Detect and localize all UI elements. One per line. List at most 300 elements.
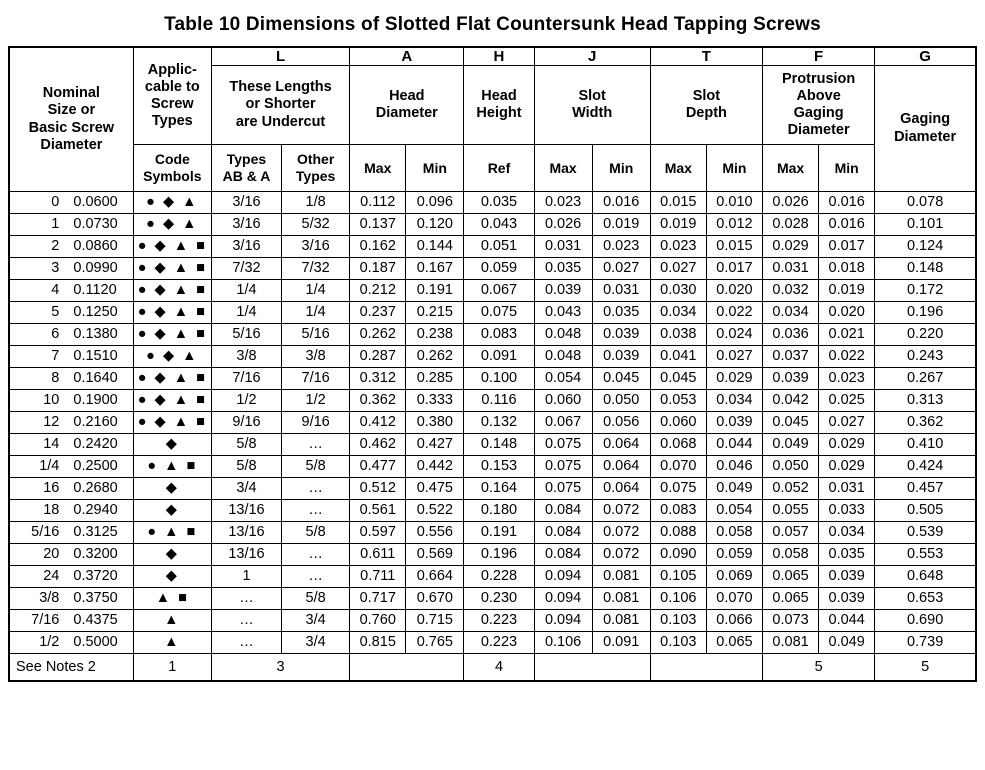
nominal-size-cell xyxy=(9,280,133,302)
nominal-size-value: 0 xyxy=(51,194,60,210)
protrusion-max-cell: 0.039 xyxy=(763,368,819,390)
basic-screw-diameter-value: 0.3125 xyxy=(73,524,118,540)
table-row xyxy=(9,522,976,544)
header-applicable-types xyxy=(133,47,211,145)
head-height-ref-cell: 0.191 xyxy=(464,522,534,544)
table-row xyxy=(9,588,976,610)
slot-width-min-cell: 0.039 xyxy=(592,324,650,346)
head-diameter-max-cell: 0.237 xyxy=(350,302,406,324)
head-diameter-min-cell: 0.442 xyxy=(406,456,464,478)
head-diameter-max-cell: 0.362 xyxy=(350,390,406,412)
nominal-size-cell xyxy=(9,390,133,412)
head-height-ref-cell: 0.051 xyxy=(464,236,534,258)
protrusion-min-cell: 0.044 xyxy=(819,610,875,632)
page-title: Table 10 Dimensions of Slotted Flat Countersunk Head Tapping Screws xyxy=(164,14,821,35)
head-diameter-min-cell: 0.765 xyxy=(406,632,464,654)
protrusion-min-cell: 0.023 xyxy=(819,368,875,390)
header-other-types-line-2: Types xyxy=(295,168,336,184)
basic-screw-diameter-value: 0.2420 xyxy=(73,436,118,452)
slot-width-max-cell: 0.054 xyxy=(534,368,592,390)
protrusion-min-cell: 0.025 xyxy=(819,390,875,412)
protrusion-max-cell: 0.052 xyxy=(763,478,819,500)
head-height-ref-cell: 0.091 xyxy=(464,346,534,368)
header-head-height-line-2: Height xyxy=(476,105,522,121)
header-head-height-line-1: Head xyxy=(481,87,517,104)
header-protrusion-line-3: Gaging xyxy=(793,105,844,121)
header-slot-depth xyxy=(650,66,762,145)
basic-screw-diameter-value: 0.0730 xyxy=(73,216,118,232)
head-diameter-max-cell: 0.561 xyxy=(350,500,406,522)
protrusion-max-cell: 0.073 xyxy=(763,610,819,632)
see-notes-label: See Notes 2 xyxy=(9,654,133,682)
nominal-size-value: 3/8 xyxy=(39,590,60,606)
basic-screw-diameter-value: 0.1380 xyxy=(73,326,118,342)
protrusion-min-cell: 0.018 xyxy=(819,258,875,280)
slot-width-max-cell: 0.075 xyxy=(534,456,592,478)
see-notes-protrusion: 5 xyxy=(763,654,875,682)
slot-width-min-cell: 0.072 xyxy=(592,522,650,544)
table-foot xyxy=(9,654,976,682)
see-notes-head-diameter-blank xyxy=(350,654,464,682)
head-diameter-max-cell: 0.760 xyxy=(350,610,406,632)
gaging-diameter-cell: 0.267 xyxy=(875,368,976,390)
slot-depth-max-cell: 0.019 xyxy=(650,214,706,236)
slot-depth-max-cell: 0.015 xyxy=(650,192,706,214)
header-letter-L: L xyxy=(211,47,349,66)
protrusion-min-cell: 0.017 xyxy=(819,236,875,258)
nominal-size-value: 3 xyxy=(51,260,60,276)
slot-depth-max-cell: 0.041 xyxy=(650,346,706,368)
undercut-types-ab-a-cell: 3/16 xyxy=(211,214,281,236)
nominal-size-cell xyxy=(9,500,133,522)
head-diameter-max-cell: 0.611 xyxy=(350,544,406,566)
head-diameter-min-cell: 0.167 xyxy=(406,258,464,280)
gaging-diameter-cell: 0.653 xyxy=(875,588,976,610)
undercut-types-ab-a-cell: 13/16 xyxy=(211,544,281,566)
slot-width-min-cell: 0.019 xyxy=(592,214,650,236)
header-t-min: Min xyxy=(706,145,762,192)
slot-width-max-cell: 0.048 xyxy=(534,324,592,346)
basic-screw-diameter-value: 0.1900 xyxy=(73,392,118,408)
slot-width-max-cell: 0.084 xyxy=(534,544,592,566)
undercut-types-ab-a-cell: … xyxy=(211,610,281,632)
protrusion-min-cell: 0.034 xyxy=(819,522,875,544)
head-height-ref-cell: 0.116 xyxy=(464,390,534,412)
head-height-ref-cell: 0.035 xyxy=(464,192,534,214)
head-diameter-max-cell: 0.137 xyxy=(350,214,406,236)
nominal-size-value: 6 xyxy=(51,326,60,342)
header-f-max: Max xyxy=(763,145,819,192)
protrusion-max-cell: 0.034 xyxy=(763,302,819,324)
header-code-symbols xyxy=(133,145,211,192)
head-height-ref-cell: 0.075 xyxy=(464,302,534,324)
slot-depth-max-cell: 0.106 xyxy=(650,588,706,610)
undercut-other-types-cell: 1/4 xyxy=(282,280,350,302)
header-subnames-row xyxy=(9,145,976,192)
header-head-height xyxy=(464,66,534,145)
slot-depth-min-cell: 0.065 xyxy=(706,632,762,654)
slot-width-min-cell: 0.081 xyxy=(592,610,650,632)
table-row xyxy=(9,192,976,214)
table-row xyxy=(9,302,976,324)
slot-width-max-cell: 0.084 xyxy=(534,522,592,544)
head-height-ref-cell: 0.100 xyxy=(464,368,534,390)
head-diameter-min-cell: 0.556 xyxy=(406,522,464,544)
table-body xyxy=(9,192,976,654)
head-diameter-min-cell: 0.427 xyxy=(406,434,464,456)
protrusion-min-cell: 0.021 xyxy=(819,324,875,346)
slot-depth-max-cell: 0.070 xyxy=(650,456,706,478)
head-diameter-min-cell: 0.569 xyxy=(406,544,464,566)
undercut-other-types-cell: 5/8 xyxy=(282,522,350,544)
symbol-cell: ▲ xyxy=(133,610,211,632)
gaging-diameter-cell: 0.690 xyxy=(875,610,976,632)
slot-width-min-cell: 0.039 xyxy=(592,346,650,368)
header-nominal-line-4: Diameter xyxy=(40,136,103,153)
symbol-cell: ◆ xyxy=(133,544,211,566)
table-row xyxy=(9,610,976,632)
slot-depth-min-cell: 0.029 xyxy=(706,368,762,390)
slot-depth-min-cell: 0.012 xyxy=(706,214,762,236)
protrusion-min-cell: 0.016 xyxy=(819,214,875,236)
slot-width-max-cell: 0.075 xyxy=(534,434,592,456)
protrusion-min-cell: 0.033 xyxy=(819,500,875,522)
header-lengths-line-3: are Undercut xyxy=(235,113,326,130)
header-types-ab-a xyxy=(211,145,281,192)
slot-width-min-cell: 0.031 xyxy=(592,280,650,302)
slot-width-max-cell: 0.035 xyxy=(534,258,592,280)
undercut-other-types-cell: 1/8 xyxy=(282,192,350,214)
header-t-max: Max xyxy=(650,145,706,192)
slot-width-min-cell: 0.072 xyxy=(592,544,650,566)
undercut-other-types-cell: … xyxy=(282,500,350,522)
undercut-types-ab-a-cell: 1 xyxy=(211,566,281,588)
nominal-size-cell xyxy=(9,214,133,236)
slot-depth-min-cell: 0.046 xyxy=(706,456,762,478)
slot-depth-min-cell: 0.022 xyxy=(706,302,762,324)
undercut-other-types-cell: 9/16 xyxy=(282,412,350,434)
protrusion-max-cell: 0.045 xyxy=(763,412,819,434)
head-height-ref-cell: 0.223 xyxy=(464,610,534,632)
protrusion-max-cell: 0.058 xyxy=(763,544,819,566)
slot-width-min-cell: 0.064 xyxy=(592,478,650,500)
symbol-cell: ▲ xyxy=(133,632,211,654)
protrusion-max-cell: 0.029 xyxy=(763,236,819,258)
header-types-ab-a-line-1: Types xyxy=(226,151,267,168)
slot-width-max-cell: 0.031 xyxy=(534,236,592,258)
head-diameter-max-cell: 0.717 xyxy=(350,588,406,610)
header-head-diameter xyxy=(350,66,464,145)
table-row xyxy=(9,236,976,258)
header-lengths-undercut xyxy=(211,66,349,145)
symbol-cell: ● ◆ ▲ ■ xyxy=(133,390,211,412)
basic-screw-diameter-value: 0.3750 xyxy=(73,590,118,606)
see-notes-applicable: 1 xyxy=(133,654,211,682)
basic-screw-diameter-value: 0.0990 xyxy=(73,260,118,276)
slot-width-max-cell: 0.094 xyxy=(534,566,592,588)
undercut-types-ab-a-cell: 1/4 xyxy=(211,302,281,324)
protrusion-max-cell: 0.031 xyxy=(763,258,819,280)
slot-depth-min-cell: 0.024 xyxy=(706,324,762,346)
head-diameter-min-cell: 0.191 xyxy=(406,280,464,302)
slot-depth-min-cell: 0.049 xyxy=(706,478,762,500)
slot-width-min-cell: 0.091 xyxy=(592,632,650,654)
basic-screw-diameter-value: 0.1250 xyxy=(73,304,118,320)
header-types-ab-a-line-2: AB & A xyxy=(222,168,271,184)
head-diameter-min-cell: 0.670 xyxy=(406,588,464,610)
nominal-size-value: 7/16 xyxy=(31,612,60,628)
slot-depth-max-cell: 0.068 xyxy=(650,434,706,456)
slot-depth-max-cell: 0.075 xyxy=(650,478,706,500)
table-row xyxy=(9,368,976,390)
undercut-types-ab-a-cell: 3/4 xyxy=(211,478,281,500)
slot-depth-max-cell: 0.103 xyxy=(650,632,706,654)
slot-depth-max-cell: 0.034 xyxy=(650,302,706,324)
head-diameter-max-cell: 0.112 xyxy=(350,192,406,214)
nominal-size-value: 5 xyxy=(51,304,60,320)
head-diameter-max-cell: 0.287 xyxy=(350,346,406,368)
gaging-diameter-cell: 0.196 xyxy=(875,302,976,324)
head-height-ref-cell: 0.059 xyxy=(464,258,534,280)
slot-width-max-cell: 0.039 xyxy=(534,280,592,302)
gaging-diameter-cell: 0.739 xyxy=(875,632,976,654)
nominal-size-value: 24 xyxy=(43,568,60,584)
nominal-size-value: 10 xyxy=(43,392,60,408)
head-diameter-max-cell: 0.212 xyxy=(350,280,406,302)
protrusion-max-cell: 0.055 xyxy=(763,500,819,522)
basic-screw-diameter-value: 0.3720 xyxy=(73,568,118,584)
undercut-types-ab-a-cell: 3/16 xyxy=(211,192,281,214)
table-row xyxy=(9,280,976,302)
protrusion-max-cell: 0.042 xyxy=(763,390,819,412)
slot-depth-min-cell: 0.015 xyxy=(706,236,762,258)
header-gaging-line-1: Gaging xyxy=(900,111,951,128)
head-height-ref-cell: 0.180 xyxy=(464,500,534,522)
slot-width-max-cell: 0.094 xyxy=(534,588,592,610)
header-letter-F: F xyxy=(763,47,875,66)
undercut-types-ab-a-cell: 13/16 xyxy=(211,522,281,544)
protrusion-max-cell: 0.026 xyxy=(763,192,819,214)
protrusion-min-cell: 0.016 xyxy=(819,192,875,214)
nominal-size-cell xyxy=(9,192,133,214)
header-slot-depth-line-1: Slot xyxy=(692,87,721,104)
undercut-other-types-cell: 5/8 xyxy=(282,456,350,478)
head-diameter-min-cell: 0.120 xyxy=(406,214,464,236)
slot-width-max-cell: 0.026 xyxy=(534,214,592,236)
undercut-other-types-cell: … xyxy=(282,478,350,500)
gaging-diameter-cell: 0.457 xyxy=(875,478,976,500)
undercut-types-ab-a-cell: 5/8 xyxy=(211,456,281,478)
head-diameter-min-cell: 0.475 xyxy=(406,478,464,500)
table-row xyxy=(9,566,976,588)
nominal-size-value: 7 xyxy=(51,348,60,364)
undercut-other-types-cell: 3/16 xyxy=(282,236,350,258)
slot-depth-max-cell: 0.045 xyxy=(650,368,706,390)
head-diameter-max-cell: 0.162 xyxy=(350,236,406,258)
slot-width-min-cell: 0.050 xyxy=(592,390,650,412)
gaging-diameter-cell: 0.539 xyxy=(875,522,976,544)
protrusion-min-cell: 0.029 xyxy=(819,434,875,456)
slot-depth-min-cell: 0.010 xyxy=(706,192,762,214)
basic-screw-diameter-value: 0.3200 xyxy=(73,546,118,562)
nominal-size-cell xyxy=(9,258,133,280)
slot-width-min-cell: 0.045 xyxy=(592,368,650,390)
header-protrusion-line-1: Protrusion xyxy=(781,70,856,87)
slot-depth-max-cell: 0.083 xyxy=(650,500,706,522)
symbol-cell: ▲ ■ xyxy=(133,588,211,610)
head-height-ref-cell: 0.148 xyxy=(464,434,534,456)
symbol-cell: ● ◆ ▲ ■ xyxy=(133,258,211,280)
symbol-cell: ● ◆ ▲ ■ xyxy=(133,302,211,324)
slot-depth-min-cell: 0.059 xyxy=(706,544,762,566)
head-diameter-min-cell: 0.096 xyxy=(406,192,464,214)
nominal-size-value: 2 xyxy=(51,238,60,254)
see-notes-gaging: 5 xyxy=(875,654,976,682)
head-height-ref-cell: 0.164 xyxy=(464,478,534,500)
table-row xyxy=(9,214,976,236)
head-height-ref-cell: 0.196 xyxy=(464,544,534,566)
slot-depth-min-cell: 0.034 xyxy=(706,390,762,412)
protrusion-max-cell: 0.050 xyxy=(763,456,819,478)
slot-width-min-cell: 0.016 xyxy=(592,192,650,214)
header-lengths-line-1: These Lengths xyxy=(229,79,332,96)
header-letter-T: T xyxy=(650,47,762,66)
header-letter-G: G xyxy=(875,47,976,66)
head-diameter-min-cell: 0.380 xyxy=(406,412,464,434)
slot-depth-min-cell: 0.017 xyxy=(706,258,762,280)
slot-width-max-cell: 0.106 xyxy=(534,632,592,654)
see-notes-slot-depth xyxy=(650,654,762,682)
head-diameter-max-cell: 0.597 xyxy=(350,522,406,544)
header-head-diameter-line-2: Diameter xyxy=(375,105,438,121)
head-diameter-min-cell: 0.664 xyxy=(406,566,464,588)
protrusion-min-cell: 0.019 xyxy=(819,280,875,302)
undercut-other-types-cell: 7/16 xyxy=(282,368,350,390)
nominal-size-value: 1 xyxy=(51,216,60,232)
symbol-cell: ● ◆ ▲ xyxy=(133,192,211,214)
gaging-diameter-cell: 0.424 xyxy=(875,456,976,478)
header-a-max: Max xyxy=(350,145,406,192)
protrusion-max-cell: 0.028 xyxy=(763,214,819,236)
head-diameter-min-cell: 0.144 xyxy=(406,236,464,258)
slot-depth-min-cell: 0.039 xyxy=(706,412,762,434)
table-row xyxy=(9,346,976,368)
slot-width-min-cell: 0.023 xyxy=(592,236,650,258)
slot-width-min-cell: 0.081 xyxy=(592,588,650,610)
head-diameter-max-cell: 0.412 xyxy=(350,412,406,434)
see-notes-slot-width xyxy=(534,654,650,682)
protrusion-max-cell: 0.049 xyxy=(763,434,819,456)
header-gaging-line-2: Diameter xyxy=(894,128,957,145)
slot-width-min-cell: 0.035 xyxy=(592,302,650,324)
slot-width-max-cell: 0.094 xyxy=(534,610,592,632)
slot-depth-min-cell: 0.027 xyxy=(706,346,762,368)
gaging-diameter-cell: 0.648 xyxy=(875,566,976,588)
symbol-cell: ● ◆ ▲ ■ xyxy=(133,368,211,390)
protrusion-max-cell: 0.065 xyxy=(763,588,819,610)
protrusion-min-cell: 0.035 xyxy=(819,544,875,566)
table-row xyxy=(9,390,976,412)
header-applicable-line-3: Screw xyxy=(150,96,194,112)
nominal-size-value: 12 xyxy=(43,414,60,430)
gaging-diameter-cell: 0.243 xyxy=(875,346,976,368)
nominal-size-value: 1/2 xyxy=(39,634,60,650)
header-letter-J: J xyxy=(534,47,650,66)
undercut-types-ab-a-cell: 5/16 xyxy=(211,324,281,346)
table-row xyxy=(9,434,976,456)
header-h-ref: Ref xyxy=(464,145,534,192)
symbol-cell: ● ◆ ▲ ■ xyxy=(133,280,211,302)
table-row xyxy=(9,632,976,654)
basic-screw-diameter-value: 0.1120 xyxy=(73,282,117,298)
slot-depth-min-cell: 0.069 xyxy=(706,566,762,588)
see-notes-lengths: 3 xyxy=(211,654,349,682)
slot-width-min-cell: 0.056 xyxy=(592,412,650,434)
protrusion-min-cell: 0.029 xyxy=(819,456,875,478)
header-slot-width xyxy=(534,66,650,145)
protrusion-max-cell: 0.036 xyxy=(763,324,819,346)
head-diameter-max-cell: 0.815 xyxy=(350,632,406,654)
slot-depth-min-cell: 0.058 xyxy=(706,522,762,544)
head-height-ref-cell: 0.230 xyxy=(464,588,534,610)
nominal-size-cell xyxy=(9,610,133,632)
symbol-cell: ● ▲ ■ xyxy=(133,456,211,478)
header-gaging-diameter xyxy=(875,66,976,192)
basic-screw-diameter-value: 0.2160 xyxy=(73,414,118,430)
slot-depth-max-cell: 0.027 xyxy=(650,258,706,280)
symbol-cell: ◆ xyxy=(133,478,211,500)
nominal-size-cell xyxy=(9,368,133,390)
head-height-ref-cell: 0.067 xyxy=(464,280,534,302)
nominal-size-value: 18 xyxy=(43,502,60,518)
gaging-diameter-cell: 0.220 xyxy=(875,324,976,346)
symbol-cell: ● ▲ ■ xyxy=(133,522,211,544)
basic-screw-diameter-value: 0.2680 xyxy=(73,480,118,496)
protrusion-max-cell: 0.065 xyxy=(763,566,819,588)
head-diameter-min-cell: 0.715 xyxy=(406,610,464,632)
undercut-other-types-cell: 3/4 xyxy=(282,632,350,654)
basic-screw-diameter-value: 0.0860 xyxy=(73,238,118,254)
undercut-types-ab-a-cell: 3/16 xyxy=(211,236,281,258)
header-j-max: Max xyxy=(534,145,592,192)
symbol-cell: ● ◆ ▲ ■ xyxy=(133,412,211,434)
nominal-size-cell xyxy=(9,412,133,434)
head-diameter-max-cell: 0.711 xyxy=(350,566,406,588)
header-nominal-size xyxy=(9,47,133,192)
header-letters-row xyxy=(9,47,976,66)
nominal-size-cell xyxy=(9,236,133,258)
header-f-min: Min xyxy=(819,145,875,192)
slot-depth-max-cell: 0.030 xyxy=(650,280,706,302)
protrusion-max-cell: 0.037 xyxy=(763,346,819,368)
undercut-types-ab-a-cell: 9/16 xyxy=(211,412,281,434)
slot-depth-max-cell: 0.023 xyxy=(650,236,706,258)
head-diameter-max-cell: 0.262 xyxy=(350,324,406,346)
undercut-other-types-cell: 7/32 xyxy=(282,258,350,280)
slot-width-max-cell: 0.075 xyxy=(534,478,592,500)
gaging-diameter-cell: 0.313 xyxy=(875,390,976,412)
protrusion-min-cell: 0.020 xyxy=(819,302,875,324)
protrusion-min-cell: 0.039 xyxy=(819,588,875,610)
head-height-ref-cell: 0.132 xyxy=(464,412,534,434)
header-protrusion-line-2: Above xyxy=(796,87,841,104)
header-lengths-line-2: or Shorter xyxy=(245,96,316,113)
basic-screw-diameter-value: 0.1510 xyxy=(73,348,118,364)
nominal-size-cell xyxy=(9,478,133,500)
slot-depth-max-cell: 0.038 xyxy=(650,324,706,346)
protrusion-min-cell: 0.039 xyxy=(819,566,875,588)
slot-depth-max-cell: 0.105 xyxy=(650,566,706,588)
